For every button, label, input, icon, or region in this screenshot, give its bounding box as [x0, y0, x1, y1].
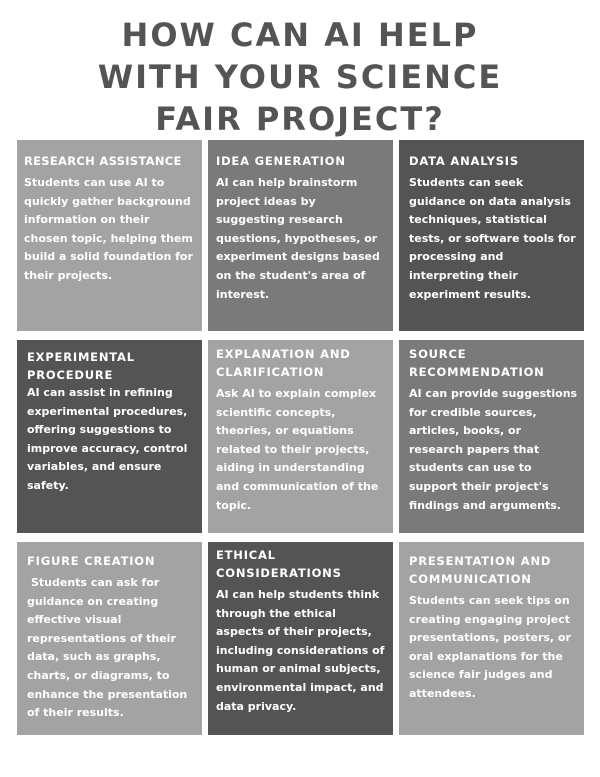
page-title: [0, 14, 600, 140]
card-data-analysis: [399, 140, 584, 331]
card-title: FIGURE CREATION: [27, 554, 156, 568]
card-body: AI can assist in refining experimental procedures, offering suggestions to improve accuracy, control variables, and ensure safety.: [27, 386, 188, 492]
card-body: Students can ask for guidance on creating effective visual representations of their data, such as graphs, charts, or diagrams, to enhance the presentation of their results.: [27, 576, 188, 720]
card-figure-creation: [17, 542, 202, 735]
card-ethical-considerations: [208, 542, 393, 735]
card-title: EXPERIMENTAL PROCEDURE: [27, 350, 135, 382]
card-title: EXPLANATION AND CLARIFICATION: [216, 347, 351, 379]
title-line-3: FAIR PROJECT?: [155, 100, 445, 138]
card-explanation-clarification: [208, 340, 393, 533]
card-idea-generation: [208, 140, 393, 331]
card-body: Students can seek tips on creating engaging project presentations, posters, or oral explanations for the science fair judges and attendees.: [409, 594, 571, 700]
card-title: IDEA GENERATION: [216, 154, 346, 168]
card-source-recommendation: [399, 340, 584, 533]
card-body: Students can seek guidance on data analysis techniques, statistical tests, or software tools for processing and interpreting their experiment results.: [409, 176, 576, 301]
card-title: SOURCE RECOMMENDATION: [409, 347, 545, 379]
card-body: Students can use AI to quickly gather background information on their chosen topic, helping them build a solid foundation for their projects.: [24, 176, 193, 282]
card-body: AI can provide suggestions for credible sources, articles, books, or research papers that students can use to support their project's findings and arguments.: [409, 387, 578, 512]
card-title: RESEARCH ASSISTANCE: [24, 154, 182, 168]
card-body: Ask AI to explain complex scientific concepts, theories, or equations related to their projects, aiding in understanding and communication of the topic.: [216, 387, 379, 512]
title-line-2: WITH YOUR SCIENCE: [97, 58, 503, 96]
card-title: DATA ANALYSIS: [409, 154, 519, 168]
card-body: AI can help brainstorm project ideas by suggesting research questions, hypotheses, or experiment designs based on the student's area of interest.: [216, 176, 380, 301]
card-experimental-procedure: [17, 340, 202, 533]
card-title: PRESENTATION AND COMMUNICATION: [409, 554, 552, 586]
card-research-assistance: [17, 140, 202, 331]
card-presentation-communication: [399, 542, 584, 735]
title-line-1: HOW CAN AI HELP: [121, 16, 479, 54]
card-body: AI can help students think through the ethical aspects of their projects, including considerations of human or animal subjects, environmental impact, and data privacy.: [216, 588, 385, 713]
card-title: ETHICAL CONSIDERATIONS: [216, 548, 342, 580]
